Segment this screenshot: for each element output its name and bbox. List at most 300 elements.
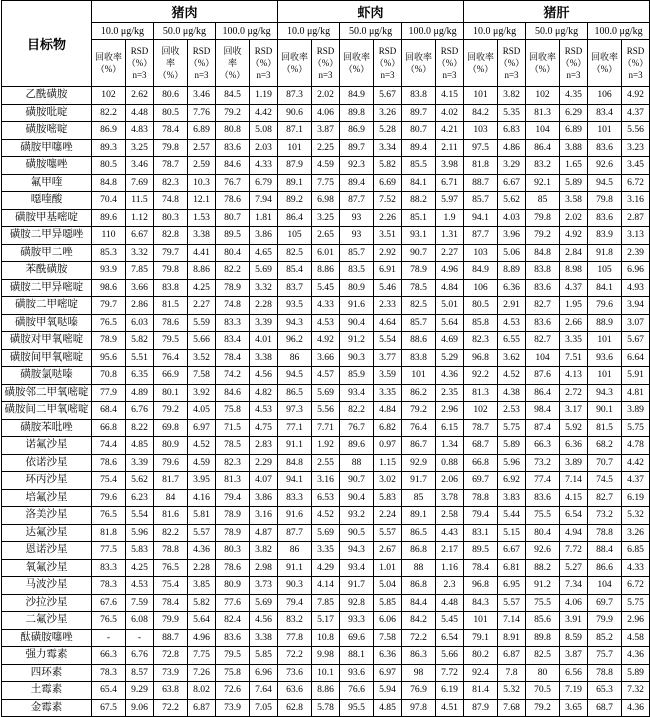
rsd-cell: 2.24 — [374, 507, 402, 525]
recovery-cell: 88 — [340, 454, 374, 472]
recovery-header — [588, 40, 622, 87]
table-row — [2, 104, 650, 122]
recovery-cell: 67.6 — [92, 594, 126, 612]
recovery-cell: 65.4 — [92, 682, 126, 700]
compound-name: 土霉素 — [2, 682, 92, 700]
header-line: RSD — [378, 46, 397, 56]
rsd-cell: 5.89 — [560, 174, 588, 192]
recovery-cell: 79.6 — [588, 297, 622, 315]
header-line: RSD — [192, 46, 211, 56]
rsd-cell: 5.08 — [250, 122, 278, 140]
table-row — [2, 122, 650, 140]
compound-name: 洛美沙星 — [2, 507, 92, 525]
rsd-cell: 8.86 — [312, 682, 340, 700]
recovery-cell: 87.7 — [278, 524, 312, 542]
recovery-cell: 84.8 — [278, 454, 312, 472]
recovery-cell: 91.8 — [588, 244, 622, 262]
table-row — [2, 227, 650, 245]
rsd-cell: 2.3 — [436, 577, 464, 595]
rsd-cell: 6.89 — [188, 122, 216, 140]
rsd-cell: 3.73 — [250, 577, 278, 595]
recovery-cell: 84.2 — [464, 104, 498, 122]
rsd-cell: 4.02 — [436, 104, 464, 122]
recovery-cell: 69.6 — [340, 629, 374, 647]
recovery-cell: 85.7 — [464, 192, 498, 210]
rsd-cell: 4.96 — [436, 262, 464, 280]
rsd-cell: 5.54 — [374, 332, 402, 350]
target-column-header: 目标物 — [2, 1, 92, 87]
rsd-cell: 5.44 — [498, 507, 526, 525]
recovery-cell: 69.7 — [464, 472, 498, 490]
rsd-cell: 7.59 — [126, 594, 154, 612]
table-row — [2, 174, 650, 192]
recovery-cell: 77.8 — [278, 629, 312, 647]
recovery-cell: 93.9 — [92, 262, 126, 280]
rsd-cell: 4.36 — [436, 367, 464, 385]
recovery-cell: 95.6 — [92, 349, 126, 367]
rsd-cell: 4.15 — [436, 87, 464, 105]
compound-name: 磺胺二甲异嘧啶 — [2, 279, 92, 297]
rsd-cell: 6.87 — [498, 647, 526, 665]
recovery-header — [402, 40, 436, 87]
recovery-cell: 102 — [526, 87, 560, 105]
header-line: n=3 — [256, 70, 271, 80]
rsd-cell: 2.35 — [436, 384, 464, 402]
rsd-cell: 4.53 — [250, 402, 278, 420]
compound-name: 苯酰磺胺 — [2, 262, 92, 280]
recovery-cell: 89.8 — [526, 629, 560, 647]
recovery-cell: 85.8 — [464, 314, 498, 332]
rsd-cell: 3.82 — [250, 542, 278, 560]
recovery-cell: 104 — [526, 122, 560, 140]
rsd-cell: 6.96 — [250, 664, 278, 682]
rsd-cell: 5.67 — [622, 332, 650, 350]
table-row — [2, 139, 650, 157]
rsd-cell: 5.82 — [126, 332, 154, 350]
header-line: 回收率 — [281, 52, 309, 62]
rsd-cell: 4.03 — [498, 209, 526, 227]
rsd-cell: 7.64 — [250, 682, 278, 700]
recovery-cell: 84.1 — [402, 174, 436, 192]
rsd-cell: 4.75 — [250, 419, 278, 437]
rsd-cell: 5.62 — [126, 472, 154, 490]
rsd-cell: 2.65 — [312, 227, 340, 245]
recovery-cell: 78.9 — [216, 507, 250, 525]
rsd-cell: 4.87 — [250, 524, 278, 542]
recovery-cell: 73.2 — [526, 454, 560, 472]
rsd-cell: 6.91 — [374, 262, 402, 280]
rsd-cell: 4.33 — [250, 157, 278, 175]
recovery-cell: 72.8 — [154, 647, 188, 665]
table-row — [2, 594, 650, 612]
recovery-cell: 80.6 — [154, 87, 188, 105]
recovery-cell: 68.4 — [92, 402, 126, 420]
rsd-cell: 3.13 — [622, 227, 650, 245]
rsd-cell: 3.38 — [250, 349, 278, 367]
recovery-cell: 66.8 — [92, 419, 126, 437]
rsd-cell: 2.06 — [436, 472, 464, 490]
recovery-cell: 90.1 — [588, 402, 622, 420]
level-header: 10.0 μg/kg — [92, 23, 154, 40]
rsd-cell: 0.88 — [436, 454, 464, 472]
table-row — [2, 209, 650, 227]
recovery-cell: 79.9 — [154, 612, 188, 630]
header-line: 回收率 — [405, 52, 433, 62]
rsd-cell: 2.02 — [560, 209, 588, 227]
compound-name: 强力霉素 — [2, 647, 92, 665]
rsd-cell: 6.56 — [560, 664, 588, 682]
rsd-cell: 2.17 — [436, 542, 464, 560]
recovery-cell: 87.3 — [278, 87, 312, 105]
compound-name: 沙拉沙星 — [2, 594, 92, 612]
header-line: （%） — [343, 64, 370, 74]
table-row — [2, 542, 650, 560]
header-line: （%） — [560, 58, 587, 68]
recovery-cell: 79.2 — [526, 227, 560, 245]
rsd-cell: 6.15 — [436, 419, 464, 437]
rsd-cell: 7.71 — [312, 419, 340, 437]
rsd-cell: 4.56 — [250, 612, 278, 630]
rsd-cell: 7.58 — [374, 629, 402, 647]
recovery-cell: 96.8 — [464, 577, 498, 595]
recovery-cell: 76.7 — [340, 419, 374, 437]
rsd-cell: 3.32 — [126, 244, 154, 262]
recovery-cell: 82.3 — [154, 174, 188, 192]
rsd-cell: 3.95 — [188, 472, 216, 490]
recovery-cell: 83.6 — [216, 139, 250, 157]
recovery-cell: 94.3 — [340, 542, 374, 560]
rsd-cell: 4.52 — [188, 437, 216, 455]
rsd-cell: 2.86 — [126, 297, 154, 315]
rsd-cell: 4.05 — [188, 402, 216, 420]
rsd-cell: 10.1 — [312, 664, 340, 682]
rsd-cell: 5.69 — [312, 384, 340, 402]
rsd-cell: 5.75 — [498, 419, 526, 437]
compound-name: 磺胺甲噻唑 — [2, 139, 92, 157]
rsd-cell: 5.78 — [312, 699, 340, 717]
recovery-cell: 87.9 — [278, 157, 312, 175]
recovery-cell: 96.8 — [464, 349, 498, 367]
recovery-cell: 93.3 — [340, 612, 374, 630]
recovery-cell: 79.9 — [588, 612, 622, 630]
header-line: RSD — [502, 46, 521, 56]
recovery-cell: 80.7 — [402, 122, 436, 140]
recovery-cell: 70.4 — [92, 192, 126, 210]
rsd-header — [436, 40, 464, 87]
rsd-cell: 6.79 — [250, 174, 278, 192]
recovery-cell: 91.7 — [402, 472, 436, 490]
rsd-cell: 7.72 — [436, 664, 464, 682]
recovery-cell: 92.3 — [340, 157, 374, 175]
recovery-cell: 81.3 — [526, 104, 560, 122]
rsd-cell: 8.89 — [498, 262, 526, 280]
rsd-cell: 3.16 — [312, 472, 340, 490]
recovery-cell: 75.4 — [92, 472, 126, 490]
rsd-cell: 3.16 — [250, 507, 278, 525]
rsd-cell: 4.25 — [126, 559, 154, 577]
recovery-cell: 81.6 — [154, 507, 188, 525]
recovery-cell: 101 — [588, 367, 622, 385]
recovery-cell: 80.5 — [154, 104, 188, 122]
rsd-cell: 5.89 — [498, 437, 526, 455]
rsd-cell: 5.69 — [250, 262, 278, 280]
recovery-cell: 65.3 — [588, 682, 622, 700]
rsd-cell: 6.64 — [622, 349, 650, 367]
recovery-cell: 98.4 — [526, 402, 560, 420]
rsd-cell: 2.25 — [312, 139, 340, 157]
table-row — [2, 402, 650, 420]
recovery-cell: 94.1 — [464, 209, 498, 227]
rsd-cell: 6.36 — [498, 279, 526, 297]
table-row — [2, 279, 650, 297]
rsd-cell: 2.39 — [622, 244, 650, 262]
recovery-cell: 90.3 — [278, 577, 312, 595]
rsd-header — [126, 40, 154, 87]
rsd-cell: 5.92 — [560, 419, 588, 437]
rsd-cell: 1.15 — [374, 454, 402, 472]
recovery-cell: 83.4 — [588, 104, 622, 122]
recovery-cell: 75.7 — [588, 647, 622, 665]
rsd-cell: 3.62 — [498, 349, 526, 367]
recovery-cell: 97.3 — [278, 402, 312, 420]
recovery-cell: 83.4 — [216, 332, 250, 350]
recovery-cell: 89.8 — [340, 104, 374, 122]
rsd-cell: 4.01 — [250, 332, 278, 350]
rsd-header — [312, 40, 340, 87]
rsd-cell: 6.01 — [312, 244, 340, 262]
recovery-cell: 95.5 — [340, 699, 374, 717]
recovery-cell: 91.6 — [340, 297, 374, 315]
rsd-cell: 2.28 — [250, 297, 278, 315]
rsd-cell: 2.91 — [498, 297, 526, 315]
recovery-cell: 79.6 — [154, 454, 188, 472]
recovery-cell: 76.5 — [92, 612, 126, 630]
recovery-cell: 89.6 — [92, 209, 126, 227]
rsd-cell: 3.32 — [250, 279, 278, 297]
header-line: （%） — [281, 64, 308, 74]
recovery-cell: 83.6 — [588, 139, 622, 157]
recovery-cell: 93 — [340, 209, 374, 227]
table-row — [2, 507, 650, 525]
rsd-cell: 3.66 — [312, 349, 340, 367]
table-row — [2, 664, 650, 682]
recovery-cell: 85.6 — [526, 612, 560, 630]
compound-name: 磺胺吡啶 — [2, 104, 92, 122]
rsd-cell: 5.57 — [374, 524, 402, 542]
header-line: （%） — [312, 58, 339, 68]
recovery-rsd-table — [1, 0, 650, 717]
recovery-cell: 91.2 — [340, 332, 374, 350]
recovery-cell: 77.5 — [92, 542, 126, 560]
rsd-cell: 7.52 — [374, 192, 402, 210]
recovery-cell: 93.1 — [402, 227, 436, 245]
recovery-cell: 67.5 — [92, 699, 126, 717]
recovery-cell: 81.8 — [464, 157, 498, 175]
recovery-cell: 91.1 — [278, 437, 312, 455]
rsd-cell: 5.69 — [250, 594, 278, 612]
recovery-cell: 83.2 — [278, 612, 312, 630]
rsd-cell: 6.23 — [126, 489, 154, 507]
recovery-cell: 68.2 — [588, 437, 622, 455]
recovery-cell: 81.3 — [216, 472, 250, 490]
recovery-cell: 83.5 — [340, 262, 374, 280]
rsd-cell: 2.27 — [188, 297, 216, 315]
recovery-cell: 86.8 — [402, 542, 436, 560]
header-line: （%） — [188, 58, 215, 68]
recovery-cell: 83.3 — [92, 559, 126, 577]
recovery-cell: 93.6 — [340, 664, 374, 682]
rsd-cell: 4.07 — [250, 472, 278, 490]
rsd-cell: 5.66 — [188, 332, 216, 350]
compound-name: 酞磺胺噻唑 — [2, 629, 92, 647]
recovery-cell: 78.7 — [464, 419, 498, 437]
recovery-cell: 89.7 — [340, 139, 374, 157]
recovery-cell: 83.6 — [526, 314, 560, 332]
recovery-cell: 82.2 — [154, 524, 188, 542]
rsd-cell: 7.14 — [498, 612, 526, 630]
rsd-cell: 9.98 — [312, 647, 340, 665]
recovery-cell: 76.5 — [92, 507, 126, 525]
header-line: RSD — [316, 46, 335, 56]
compound-name: 磺胺二甲嘧啶 — [2, 297, 92, 315]
rsd-cell: 6.69 — [374, 174, 402, 192]
recovery-cell: 76.5 — [154, 559, 188, 577]
recovery-cell: 75.8 — [216, 402, 250, 420]
recovery-cell: 82.4 — [216, 612, 250, 630]
rsd-cell: 1.01 — [374, 559, 402, 577]
recovery-cell: 105 — [588, 262, 622, 280]
recovery-cell: 82.2 — [340, 402, 374, 420]
rsd-cell: 3.29 — [498, 157, 526, 175]
header-line: n=3 — [194, 70, 209, 80]
compound-name: 磺胺对甲氧嘧啶 — [2, 332, 92, 350]
recovery-cell: 98.6 — [92, 279, 126, 297]
rsd-cell: 8.57 — [126, 664, 154, 682]
rsd-cell: 8.59 — [560, 629, 588, 647]
recovery-cell: 70.7 — [588, 454, 622, 472]
rsd-cell: 3.07 — [622, 314, 650, 332]
rsd-cell: 7.51 — [560, 349, 588, 367]
rsd-cell: 1.19 — [250, 87, 278, 105]
rsd-cell: 3.77 — [374, 349, 402, 367]
rsd-cell: 3.23 — [622, 139, 650, 157]
rsd-cell: 3.25 — [312, 209, 340, 227]
compound-name: 乙酰磺胺 — [2, 87, 92, 105]
recovery-cell: 84.8 — [526, 244, 560, 262]
recovery-cell: 79.8 — [154, 262, 188, 280]
rsd-cell: 6.67 — [498, 542, 526, 560]
recovery-cell: 84.6 — [216, 384, 250, 402]
header-line: 回收率 — [94, 52, 122, 62]
rsd-cell: 6.35 — [126, 367, 154, 385]
recovery-cell: 82.8 — [154, 227, 188, 245]
table-row — [2, 419, 650, 437]
compound-name: 四环素 — [2, 664, 92, 682]
rsd-cell: 2.84 — [560, 244, 588, 262]
rsd-cell: 4.36 — [622, 699, 650, 717]
table-row — [2, 489, 650, 507]
rsd-cell: 4.85 — [374, 699, 402, 717]
rsd-cell: 5.17 — [312, 612, 340, 630]
rsd-cell: 3.46 — [126, 157, 154, 175]
rsd-cell: 6.36 — [374, 647, 402, 665]
recovery-cell: 83.6 — [588, 209, 622, 227]
compound-name: 磺胺邻二甲氧嘧啶 — [2, 384, 92, 402]
recovery-cell: 87.6 — [526, 367, 560, 385]
recovery-cell: 80.9 — [216, 577, 250, 595]
compound-name: 磺胺甲氧哒嗪 — [2, 314, 92, 332]
recovery-cell: 74.4 — [92, 437, 126, 455]
rsd-cell: 10.8 — [312, 629, 340, 647]
recovery-header — [154, 40, 188, 87]
recovery-cell: 78.4 — [154, 594, 188, 612]
rsd-cell: 6.03 — [126, 314, 154, 332]
recovery-cell: 70.5 — [526, 682, 560, 700]
rsd-cell: 7.32 — [622, 682, 650, 700]
level-header: 50.0 μg/kg — [154, 23, 216, 40]
recovery-cell: 103 — [464, 244, 498, 262]
rsd-cell: 2.67 — [374, 542, 402, 560]
rsd-cell: 1.34 — [436, 437, 464, 455]
recovery-cell: 78.6 — [154, 314, 188, 332]
rsd-cell: 4.96 — [188, 629, 216, 647]
recovery-cell: 80.1 — [154, 384, 188, 402]
recovery-cell: 78.8 — [464, 489, 498, 507]
rsd-cell: 5.82 — [188, 594, 216, 612]
header-line: 回收率 — [343, 52, 371, 62]
header-line: 回收 — [223, 46, 242, 56]
rsd-cell: 5.96 — [126, 524, 154, 542]
recovery-cell: 83.8 — [526, 262, 560, 280]
level-header: 10.0 μg/kg — [278, 23, 340, 40]
recovery-cell: 75.5 — [526, 594, 560, 612]
table-row — [2, 524, 650, 542]
recovery-cell: 80.9 — [154, 437, 188, 455]
rsd-cell: 6.71 — [436, 174, 464, 192]
recovery-cell: 84 — [154, 489, 188, 507]
rsd-cell: 4.57 — [312, 367, 340, 385]
rsd-cell: 6.76 — [126, 647, 154, 665]
table-row — [2, 262, 650, 280]
recovery-cell: 88.4 — [588, 542, 622, 560]
rsd-cell: 2.96 — [436, 402, 464, 420]
recovery-cell: 78.9 — [216, 524, 250, 542]
rsd-cell: 4.06 — [312, 104, 340, 122]
recovery-cell: 78.3 — [92, 664, 126, 682]
rsd-cell: 4.58 — [622, 629, 650, 647]
header-line: （%） — [126, 58, 153, 68]
rsd-cell: 4.64 — [374, 314, 402, 332]
rsd-cell: 3.66 — [126, 279, 154, 297]
recovery-cell: 80 — [526, 664, 560, 682]
rsd-cell: 5.85 — [250, 647, 278, 665]
rsd-cell: 4.92 — [312, 332, 340, 350]
recovery-cell: 66.3 — [92, 647, 126, 665]
compound-name: 磺胺甲二唑 — [2, 244, 92, 262]
compound-name: 恩诺沙星 — [2, 542, 92, 560]
rsd-cell: 2.53 — [498, 402, 526, 420]
rsd-cell: 3.26 — [374, 104, 402, 122]
recovery-cell: 89.7 — [402, 104, 436, 122]
rsd-cell: 5.96 — [498, 454, 526, 472]
header-line: （%） — [250, 58, 277, 68]
rsd-cell: 6.76 — [126, 402, 154, 420]
rsd-cell: 5.83 — [374, 489, 402, 507]
rsd-cell: 6.67 — [126, 227, 154, 245]
rsd-cell: 6.19 — [622, 489, 650, 507]
rsd-cell: 5.57 — [498, 594, 526, 612]
recovery-cell: 88.1 — [340, 647, 374, 665]
